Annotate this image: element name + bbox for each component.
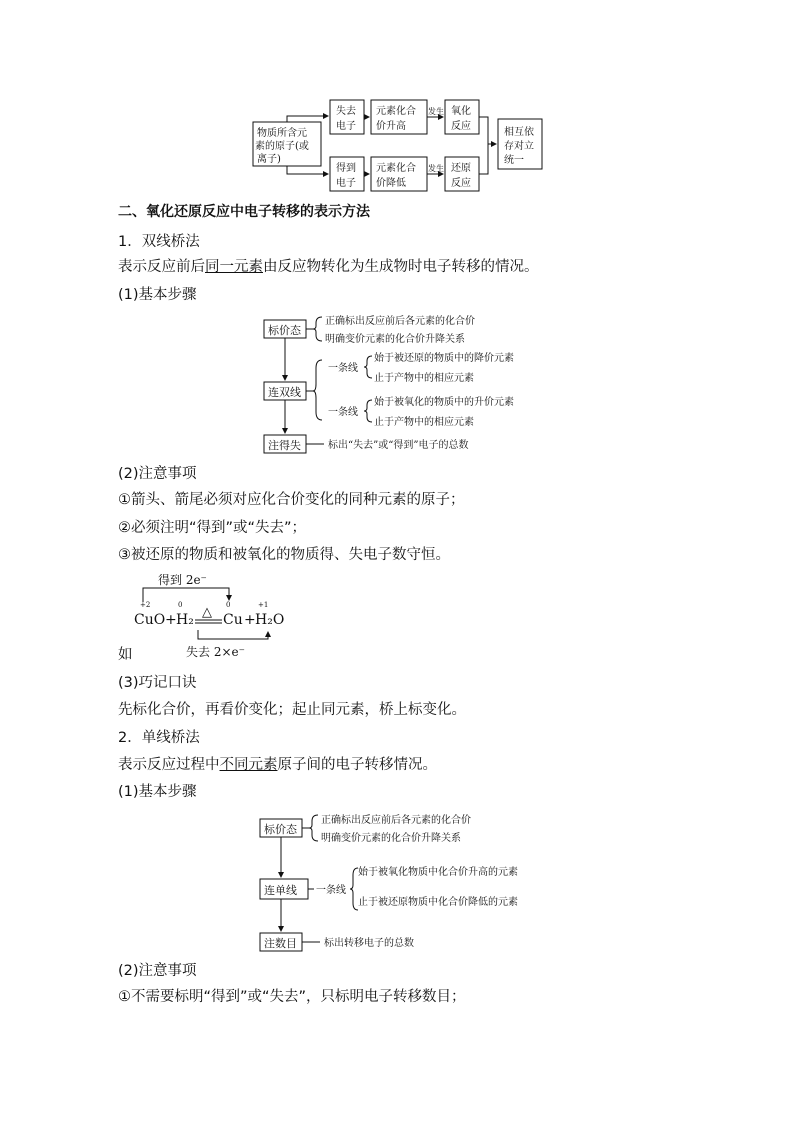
flow1-step2-g1-a: 始于被还原的物质中的降价元素	[374, 353, 514, 364]
method2-desc-post: 原子间的电子转移情况。	[277, 757, 437, 773]
lower-box2-line1: 元素化合	[376, 163, 416, 174]
lose-electrons-label: 失去 2×e⁻	[186, 645, 245, 659]
upper-box3-line1: 氧化	[451, 106, 471, 117]
concept-diagram	[250, 95, 550, 195]
flow2-step3: 注数目	[264, 937, 297, 950]
method2-note-1: ①不需要标明“得到”或“失去”，只标明电子转移数目；	[118, 989, 466, 1005]
method2-desc-pre: 表示反应过程中	[118, 757, 220, 773]
example-intro: 如	[118, 647, 133, 663]
method2-desc-keyword: 不同元素	[219, 757, 278, 773]
flow1-step1: 标价态	[268, 324, 301, 337]
method2-title: 2．单线桥法	[118, 730, 200, 746]
method1-note-1: ①箭头、箭尾必须对应化合价变化的同种元素的原子；	[118, 492, 465, 508]
section-heading: 二、氧化还原反应中电子转移的表示方法	[118, 204, 370, 220]
flow2-step2-a: 始于被氧化物质中化合价升高的元素	[358, 867, 518, 878]
method1-note-2: ②必须注明“得到”或“失去”；	[118, 520, 307, 536]
lower-box3-line2: 反应	[451, 178, 471, 189]
double-bridge-flowchart	[258, 312, 538, 457]
flow1-step2-g1-b: 止于产物中的相应元素	[374, 373, 474, 384]
single-bridge-flowchart	[254, 808, 544, 958]
method1-desc-pre: 表示反应前后	[118, 259, 205, 275]
flow2-step1: 标价态	[264, 823, 297, 836]
flow1-step2-g2-b: 止于产物中的相应元素	[374, 417, 474, 428]
term-cu: Cu	[223, 612, 243, 628]
gain-electrons-label: 得到 2e⁻	[158, 573, 207, 587]
ox-state-cu: +2	[140, 601, 151, 609]
lower-box3-line1: 还原	[451, 163, 471, 174]
upper-box1-line1: 失去	[336, 106, 356, 117]
method2-notes-title: (2)注意事项	[118, 963, 197, 979]
flow2-step2-g: 一条线	[316, 885, 346, 896]
flow1-step3: 注得失	[268, 439, 301, 452]
double-bridge-example	[118, 568, 318, 668]
flow1-step1-a: 正确标出反应前后各元素的化合价	[325, 316, 475, 327]
ox-state-h-product: +1	[258, 601, 269, 609]
ox-state-cu-product: 0	[226, 601, 231, 609]
method2-desc	[118, 755, 437, 775]
lower-box1-line1: 得到	[336, 163, 356, 174]
lower-arrow-label: 发生	[428, 164, 444, 173]
term-plus-2: +	[244, 612, 256, 628]
result-line3: 统一	[504, 155, 524, 166]
heat-symbol: △	[202, 605, 212, 620]
source-line-1: 物质所含元	[257, 128, 307, 139]
method1-title: 1．双线桥法	[118, 234, 200, 250]
tips-title: (3)巧记口诀	[118, 675, 197, 691]
flow2-step3-a: 标出转移电子的总数	[324, 938, 414, 949]
result-line2: 存对立	[504, 141, 534, 152]
lower-box2-line2: 价降低	[376, 178, 406, 189]
source-line-3: 离子)	[257, 154, 281, 165]
upper-box2-line1: 元素化合	[376, 106, 416, 117]
lower-box1-line2: 电子	[336, 178, 356, 189]
flow1-step2-g2: 一条线	[328, 407, 358, 418]
upper-box2-line2: 价升高	[376, 121, 406, 132]
term-h2o: H₂O	[255, 612, 285, 628]
method2-steps-title: (1)基本步骤	[118, 784, 197, 800]
method1-notes-title: (2)注意事项	[118, 466, 197, 482]
method1-desc-post: 由反应物转化为生成物时电子转移的情况。	[263, 259, 539, 275]
term-h2: H₂	[176, 612, 194, 628]
term-plus-1: +	[165, 612, 177, 628]
flow1-step2-g1: 一条线	[328, 363, 358, 374]
method1-desc	[118, 257, 539, 277]
upper-box3-line2: 反应	[451, 121, 471, 132]
flow2-step1-b: 明确变价元素的化合价升降关系	[321, 833, 461, 844]
method1-note-3: ③被还原的物质和被氧化的物质得、失电子数守恒。	[118, 547, 450, 563]
flow1-step2: 连双线	[268, 386, 301, 399]
upper-box1-line2: 电子	[336, 121, 356, 132]
term-cuo: CuO	[134, 612, 166, 628]
tips-text: 先标化合价，再看价变化；起止同元素，桥上标变化。	[118, 702, 466, 718]
source-line-2: 素的原子(或	[255, 141, 309, 152]
flow2-step1-a: 正确标出反应前后各元素的化合价	[321, 815, 471, 826]
method1-steps-title: (1)基本步骤	[118, 287, 197, 303]
method1-desc-keyword: 同一元素	[205, 259, 263, 275]
flow2-step2: 连单线	[264, 884, 297, 897]
flow1-step3-a: 标出“失去”或“得到”电子的总数	[328, 440, 469, 451]
flow2-step2-b: 止于被还原物质中化合价降低的元素	[358, 897, 518, 908]
upper-arrow-label: 发生	[428, 107, 444, 116]
ox-state-h2: 0	[178, 601, 183, 609]
flow1-step1-b: 明确变价元素的化合价升降关系	[325, 334, 465, 345]
flow1-step2-g2-a: 始于被氧化的物质中的升价元素	[374, 397, 514, 408]
result-line1: 相互依	[504, 127, 534, 138]
